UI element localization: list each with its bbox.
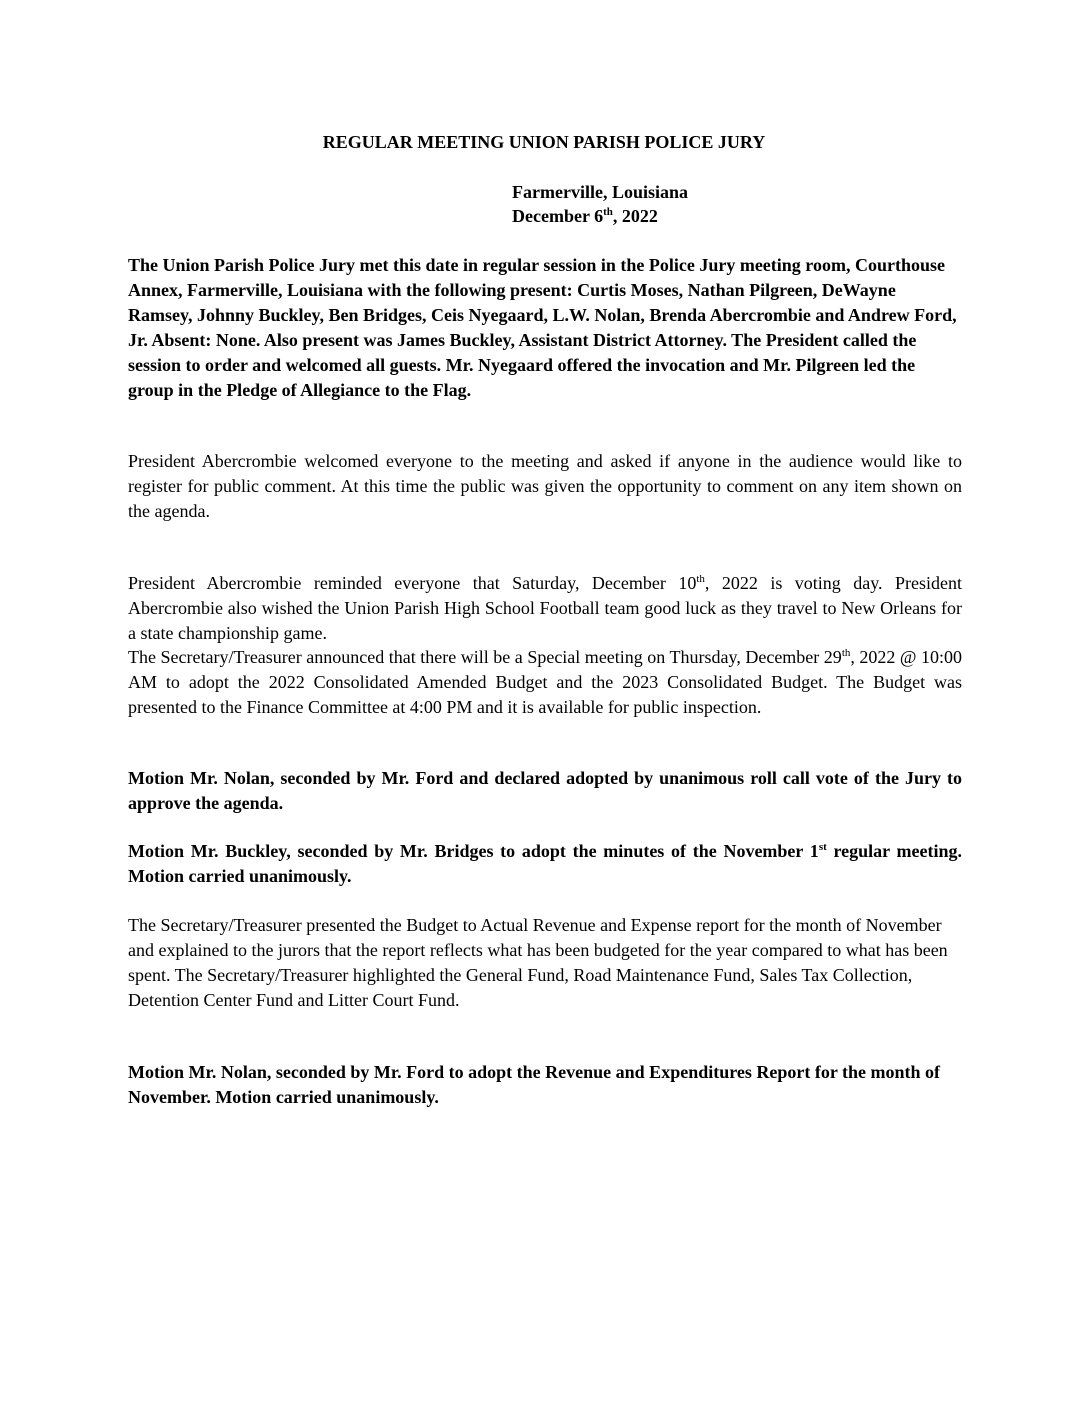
paragraph-voting-day [128,571,962,646]
paragraph-special-meeting-sup: th [841,647,851,659]
paragraph-voting-day-a: President Abercrombie reminded everyone that Saturday, December 10 [128,573,697,593]
paragraph-voting-day-sup: th [696,573,705,585]
meeting-date-prefix: December 6 [512,206,604,226]
paragraph-special-meeting-a: The Secretary/Treasurer announced that there will be a Special meeting on Thursday, December 29 [128,647,842,667]
motion-adopt-minutes-sup: st [818,841,827,853]
paragraph-special-meeting-b: , 2022 @ 10:00 AM to adopt the 2022 Consolidated Amended Budget and the 2023 Consolidated Budget. The Budget was presented to the Finance Committee at 4:00 PM and it is available for public inspection. [128,647,963,717]
motion-adopt-minutes [128,839,962,889]
paragraph-budget-report: The Secretary/Treasurer presented the Budget to Actual Revenue and Expense report for the month of November and explained to the jurors that the report reflects what has been budgeted for the year compared to what has been spent. The Secretary/Treasurer highlighted the General Fund, Road Maintenance Fund, Sales Tax Collection, Detention Center Fund and Litter Court Fund. [128,915,948,1010]
motion-adopt-minutes-a: Motion Mr. Buckley, seconded by Mr. Bridges to adopt the minutes of the November 1 [128,841,819,861]
motion-approve-agenda: Motion Mr. Nolan, seconded by Mr. Ford and declared adopted by unanimous roll call vote of the Jury to approve the agenda. [128,768,962,813]
place-date-block [512,180,688,228]
paragraph-public-comment: President Abercrombie welcomed everyone to the meeting and asked if anyone in the audience would like to register for public comment. At this time the public was given the opportunity to comment on any item shown on the agenda. [128,451,962,521]
motion-adopt-report: Motion Mr. Nolan, seconded by Mr. Ford to adopt the Revenue and Expenditures Report for the month of November. Motion carried unanimously. [128,1062,941,1107]
document-title: REGULAR MEETING UNION PARISH POLICE JURY [322,132,766,152]
motion-adopt-minutes-b: regular meeting. Motion carried unanimously. [128,841,962,886]
paragraph-attendance: The Union Parish Police Jury met this date in regular session in the Police Jury meeting room, Courthouse Annex, Farmerville, Louisiana with the following present: Curtis Moses, Nathan Pilgreen, DeWayne Ramsey, Johnny Buckley, Ben Bridges, Ceis Nyegaard, L.W. Nolan, Brenda Abercrombie and Andrew Ford, Jr. Absent: None. Also present was James Buckley, Assistant District Attorney. The President called the session to order and welcomed all guests. Mr. Nyegaard offered the invocation and Mr. Pilgreen led the group in the Pledge of Allegiance to the Flag. [128,255,957,400]
paragraph-voting-day-b: , 2022 is voting day. President Abercrombie also wished the Union Parish High School Football team good luck as they travel to New Orleans for a state championship game. [128,573,962,643]
meeting-location: Farmerville, Louisiana [512,182,688,202]
meeting-date-rest: , 2022 [612,206,658,226]
meeting-date-suffix: th [603,206,613,218]
paragraph-special-meeting [128,645,962,720]
meeting-date [512,204,688,228]
